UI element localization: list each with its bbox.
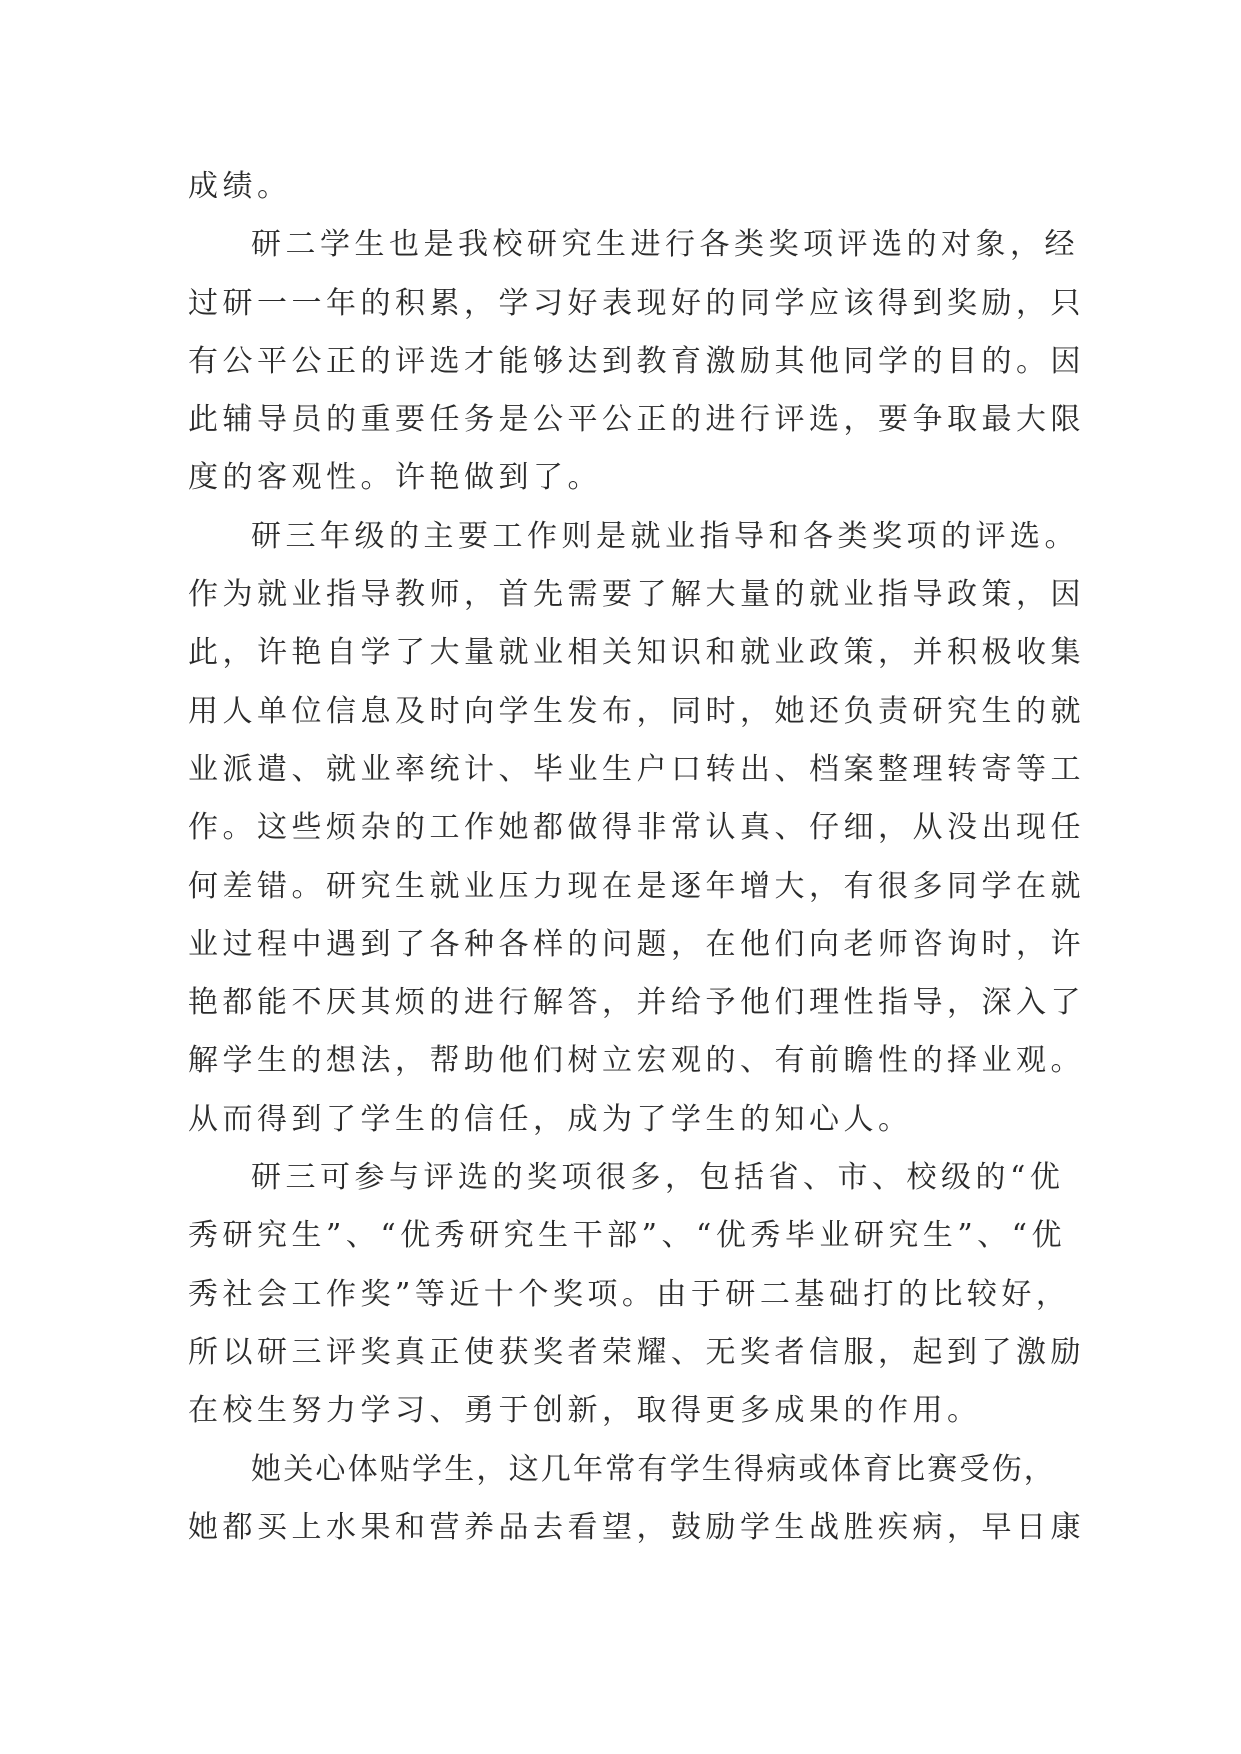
paragraph-start-line: 她关心体贴学生，这几年常有学生得病或体育比赛受伤， xyxy=(251,1451,1056,1487)
body-text xyxy=(188,158,1085,1557)
text-line: 秀研究生”、“优秀研究生干部”、“优秀毕业研究生”、“优 xyxy=(188,1218,1067,1254)
text-line: 业派遣、就业率统计、毕业生户口转出、档案整理转寄等工 xyxy=(188,751,1085,787)
paragraph-start-line: 研二学生也是我校研究生进行各类奖项评选的对象，经 xyxy=(251,227,1079,263)
text-line: 成绩。 xyxy=(188,169,292,204)
text-line: 过研一一年的积累，学习好表现好的同学应该得到奖励，只 xyxy=(188,285,1085,321)
text-line: 解学生的想法，帮助他们树立宏观的、有前瞻性的择业观。 xyxy=(188,1043,1085,1079)
text-line: 作。这些烦杂的工作她都做得非常认真、仔细，从没出现任 xyxy=(188,810,1085,846)
text-line: 所以研三评奖真正使获奖者荣耀、无奖者信服，起到了激励 xyxy=(188,1334,1085,1370)
text-line: 度的客观性。许艳做到了。 xyxy=(188,460,602,496)
text-line: 业过程中遇到了各种各样的问题，在他们向老师咨询时，许 xyxy=(188,926,1085,962)
text-line: 此，许艳自学了大量就业相关知识和就业政策，并积极收集 xyxy=(188,635,1085,671)
text-line: 何差错。研究生就业压力现在是逐年增大，有很多同学在就 xyxy=(188,868,1085,904)
text-line: 从而得到了学生的信任，成为了学生的知心人。 xyxy=(188,1101,913,1137)
text-line: 有公平公正的评选才能够达到教育激励其他同学的目的。因 xyxy=(188,343,1085,379)
text-line: 用人单位信息及时向学生发布，同时，她还负责研究生的就 xyxy=(188,693,1085,729)
text-line: 艳都能不厌其烦的进行解答，并给予他们理性指导，深入了 xyxy=(188,985,1085,1021)
text-line: 她都买上水果和营养品去看望，鼓励学生战胜疾病，早日康 xyxy=(188,1509,1085,1545)
text-line: 作为就业指导教师，首先需要了解大量的就业指导政策，因 xyxy=(188,577,1085,613)
paragraph-start-line: 研三年级的主要工作则是就业指导和各类奖项的评选。 xyxy=(251,518,1079,554)
text-line: 在校生努力学习、勇于创新，取得更多成果的作用。 xyxy=(188,1393,982,1429)
paragraph-start-line: 研三可参与评选的奖项很多，包括省、市、校级的“优 xyxy=(251,1160,1065,1196)
text-line: 秀社会工作奖”等近十个奖项。由于研二基础打的比较好， xyxy=(188,1276,1071,1312)
text-line: 此辅导员的重要任务是公平公正的进行评选，要争取最大限 xyxy=(188,402,1085,438)
